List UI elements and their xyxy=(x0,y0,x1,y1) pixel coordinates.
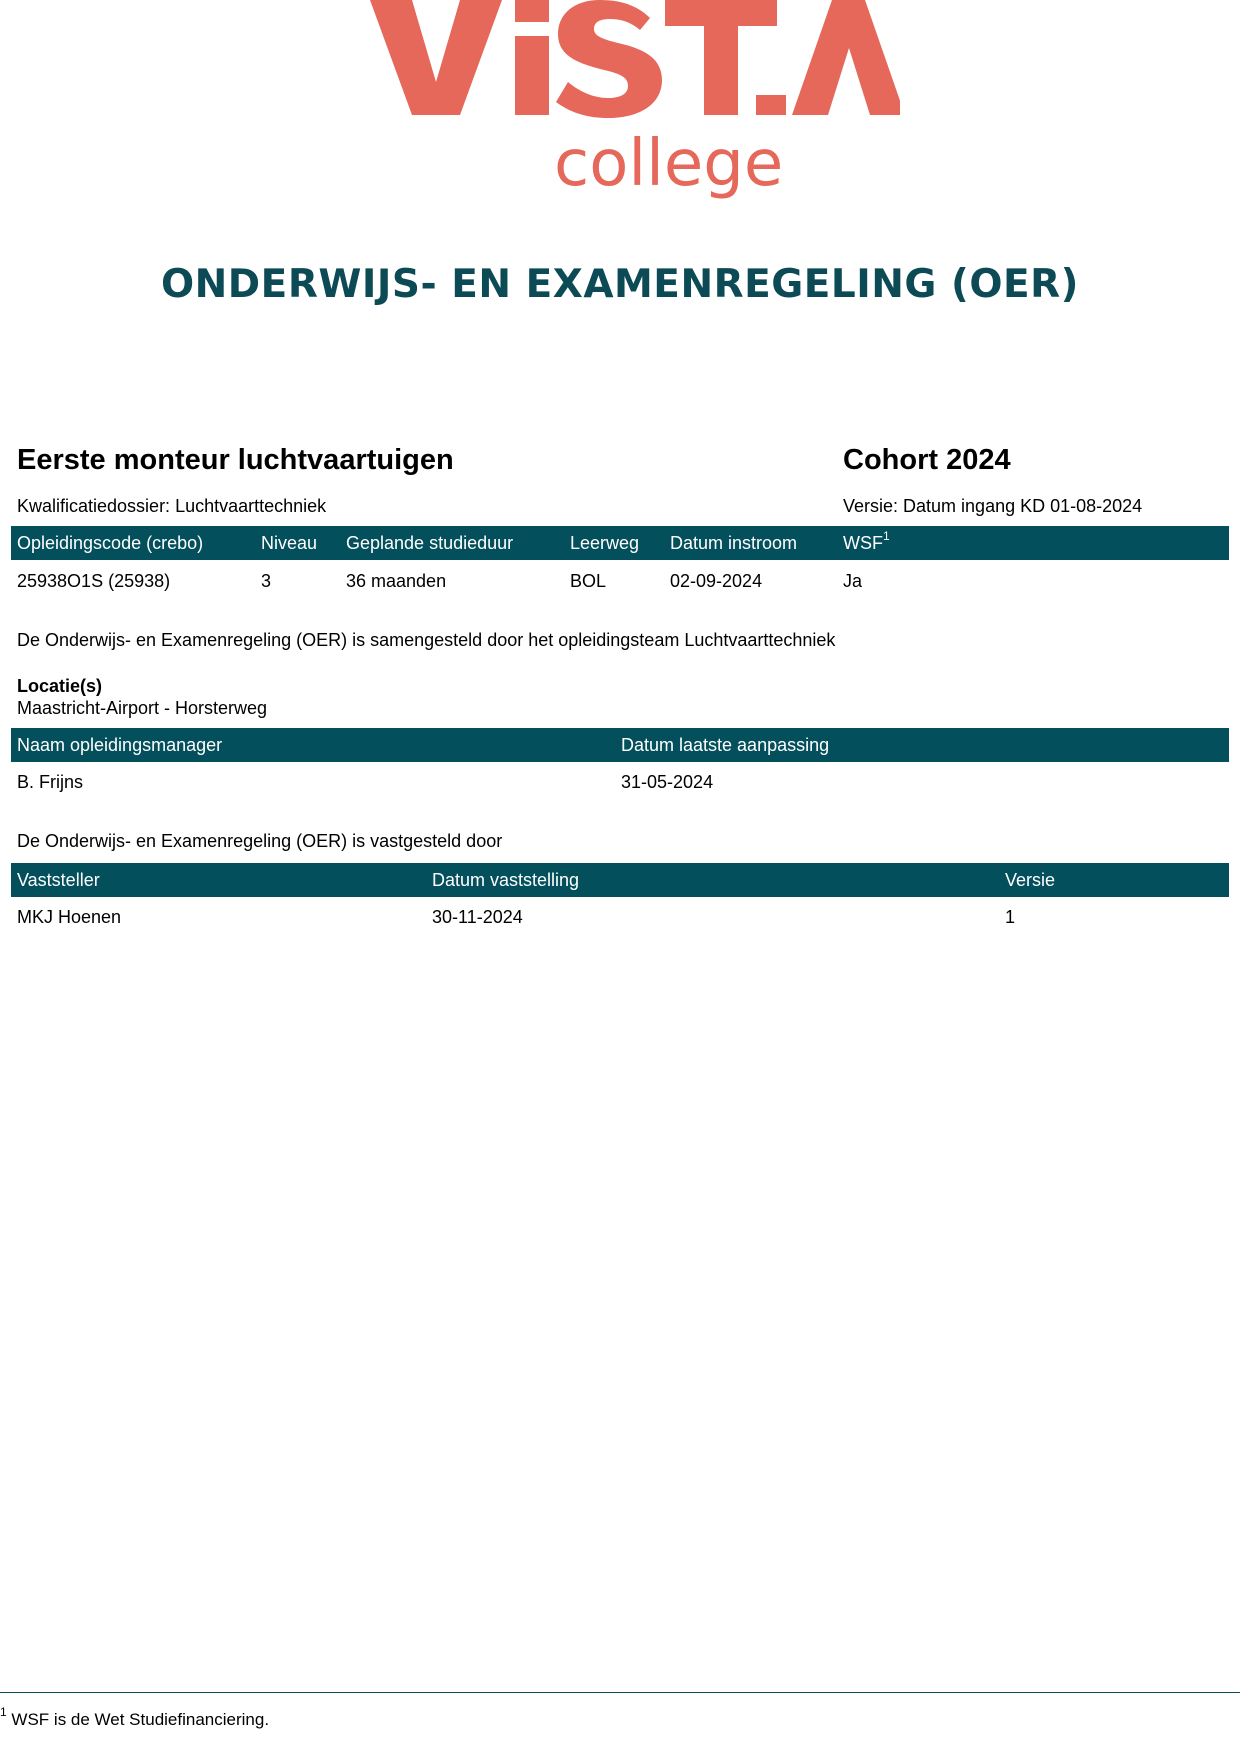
logo-college-text: college xyxy=(554,127,784,201)
footnote-reference: 1 xyxy=(883,529,890,543)
header-niveau: Niveau xyxy=(261,533,318,553)
footnote-text: WSF is de Wet Studiefinanciering. xyxy=(11,1710,270,1729)
cell-wsf: Ja xyxy=(843,571,863,591)
established-by-text: De Onderwijs- en Examenregeling (OER) is vastgesteld door xyxy=(17,831,503,851)
cell-niveau: 3 xyxy=(261,571,272,591)
header-opleidingsmanager: Naam opleidingsmanager xyxy=(17,735,223,755)
header-leerweg: Leerweg xyxy=(570,533,640,553)
header-wsf xyxy=(843,526,890,560)
established-table-row xyxy=(11,900,1229,934)
cell-opleidingscode: 25938O1S (25938) xyxy=(17,571,171,591)
program-table-header xyxy=(11,526,1229,560)
header-laatste-aanpassing: Datum laatste aanpassing xyxy=(621,735,830,755)
manager-table-row xyxy=(11,765,1229,799)
header-wsf-label: WSF xyxy=(843,533,883,553)
header-studieduur: Geplande studieduur xyxy=(346,533,514,553)
document-title: ONDERWIJS- EN EXAMENREGELING (OER) xyxy=(161,262,1079,307)
manager-table-header xyxy=(11,728,1229,762)
cell-vaststeller: MKJ Hoenen xyxy=(17,907,122,927)
header-opleidingscode: Opleidingscode (crebo) xyxy=(17,533,204,553)
location-label: Locatie(s) xyxy=(17,676,103,696)
cell-laatste-aanpassing: 31-05-2024 xyxy=(621,772,714,792)
footnote-divider xyxy=(0,1692,1240,1693)
established-table-header xyxy=(11,863,1229,897)
cell-studieduur: 36 maanden xyxy=(346,571,447,591)
version-info: Versie: Datum ingang KD 01-08-2024 xyxy=(843,496,1143,516)
cohort-title: Cohort 2024 xyxy=(843,444,1011,476)
header-datum-instroom: Datum instroom xyxy=(670,533,798,553)
composed-by-text: De Onderwijs- en Examenregeling (OER) is samengesteld door het opleidingsteam Luchtvaarttechniek xyxy=(17,630,836,650)
cell-datum-instroom: 02-09-2024 xyxy=(670,571,763,591)
header-vaststeller: Vaststeller xyxy=(17,870,100,890)
program-title: Eerste monteur luchtvaartuigen xyxy=(17,444,454,476)
cell-datum-vaststelling: 30-11-2024 xyxy=(432,907,523,927)
footnote xyxy=(0,1705,270,1730)
location-value: Maastricht-Airport - Horsterweg xyxy=(17,698,268,718)
vista-college-logo xyxy=(360,0,900,210)
footnote-marker: 1 xyxy=(0,1705,7,1720)
cell-leerweg: BOL xyxy=(570,571,607,591)
cell-manager-name: B. Frijns xyxy=(17,772,84,792)
cell-versie: 1 xyxy=(1005,907,1016,927)
kwalificatiedossier: Kwalificatiedossier: Luchtvaarttechniek xyxy=(17,496,327,516)
program-table-row xyxy=(11,564,1229,598)
header-versie: Versie xyxy=(1005,870,1056,890)
header-datum-vaststelling: Datum vaststelling xyxy=(432,870,580,890)
